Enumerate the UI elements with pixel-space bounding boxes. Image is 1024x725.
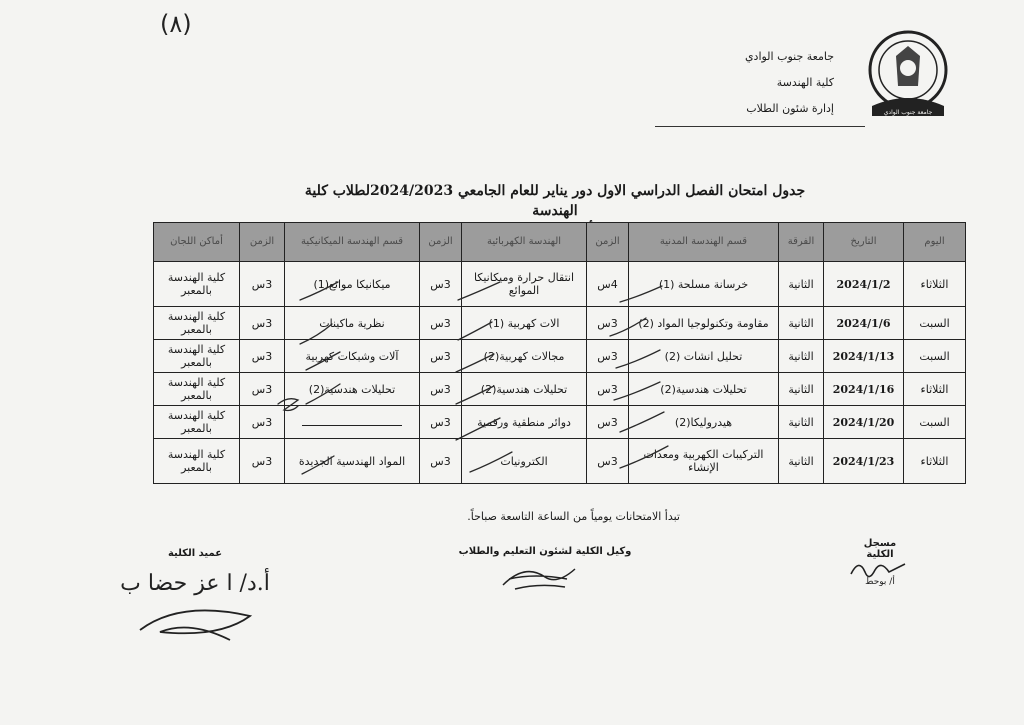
cell-mechanical: ميكانيكا موائع(1) (285, 262, 420, 307)
cell-time: 3س (420, 439, 462, 484)
table-row (154, 406, 966, 439)
header-electrical: الهندسة الكهربائية (462, 223, 587, 262)
cell-mechanical: المواد الهندسية الجديدة (285, 439, 420, 484)
university-name: جامعة جنوب الوادي (744, 50, 834, 63)
header-location: أماكن اللجان (154, 223, 240, 262)
cell-day: الثلاثاء (904, 262, 966, 307)
cell-date: 2024/1/23 (824, 439, 904, 484)
cell-civil: التركيبات الكهربية ومعدات الإنشاء (629, 439, 779, 484)
cell-time: 3س (240, 373, 285, 406)
exam-start-note: تبدأ الامتحانات يومياً من الساعة التاسعة صباحاً. (467, 510, 680, 523)
cell-time: 3س (587, 373, 629, 406)
header-time: الزمن (420, 223, 462, 262)
faculty-name: كلية الهندسة (776, 76, 834, 89)
cell-time: 3س (587, 340, 629, 373)
cell-location: كلية الهندسة بالمعبر (154, 439, 240, 484)
cell-date: 2024/1/13 (824, 340, 904, 373)
cell-date: 2024/1/16 (824, 373, 904, 406)
cell-day: السبت (904, 340, 966, 373)
dean-label: عميد الكلية (167, 548, 223, 559)
cell-year: الثانية (779, 439, 824, 484)
department-name: إدارة شئون الطلاب (746, 102, 834, 115)
cell-date: 2024/1/6 (824, 307, 904, 340)
cell-electrical: الات كهربية (1) (462, 307, 587, 340)
page-number: (٨) (160, 10, 192, 38)
svg-text:أ.د/ ا عز حضا ب: أ.د/ ا عز حضا ب (120, 571, 270, 596)
table-row (154, 340, 966, 373)
letterhead (745, 44, 834, 122)
cell-time: 3س (420, 262, 462, 307)
cell-location: كلية الهندسة بالمعبر (154, 262, 240, 307)
table-row (154, 373, 966, 406)
cell-year: الثانية (779, 406, 824, 439)
cell-electrical: انتقال حرارة وميكانيكا الموائع (462, 262, 587, 307)
cell-location: كلية الهندسة بالمعبر (154, 406, 240, 439)
university-seal-icon (862, 28, 954, 124)
cell-time: 3س (240, 340, 285, 373)
cell-day: السبت (904, 406, 966, 439)
cell-time: 3س (240, 439, 285, 484)
header-rule (655, 126, 865, 127)
cell-year: الثانية (779, 340, 824, 373)
cell-mechanical (285, 406, 420, 439)
cell-date: 2024/1/2 (824, 262, 904, 307)
cell-time: 3س (240, 307, 285, 340)
cell-time: 3س (587, 406, 629, 439)
header-day: اليوم (904, 223, 966, 262)
cell-time: 3س (420, 340, 462, 373)
blank-entry-line (302, 415, 402, 426)
cell-civil: تحليل انشات (2) (629, 340, 779, 373)
header-mechanical: قسم الهندسة الميكانيكية (285, 223, 420, 262)
cell-electrical: تحليلات هندسية(2) (462, 373, 587, 406)
cell-day: الثلاثاء (904, 373, 966, 406)
header-time: الزمن (587, 223, 629, 262)
cell-date: 2024/1/20 (824, 406, 904, 439)
dean-signature (110, 560, 280, 650)
cell-year: الثانية (779, 262, 824, 307)
svg-text:جامعة جنوب الوادي: جامعة جنوب الوادي (883, 109, 933, 116)
cell-civil: خرسانة مسلحة (1) (629, 262, 779, 307)
cell-location: كلية الهندسة بالمعبر (154, 373, 240, 406)
cell-time: 4س (587, 262, 629, 307)
cell-time: 3س (587, 439, 629, 484)
header-year: الفرقة (779, 223, 824, 262)
cell-time: 3س (420, 406, 462, 439)
cell-location: كلية الهندسة بالمعبر (154, 340, 240, 373)
header-date: التاريخ (824, 223, 904, 262)
vice-dean-label: وكيل الكلية لشئون التعليم والطلاب (458, 546, 632, 557)
cell-time: 3س (240, 262, 285, 307)
title-line-1: جدول امتحان الفصل الدراسي الاول دور يناير للعام الجامعي 2024/2023لطلاب كلية الهندسة (304, 183, 806, 219)
cell-electrical: دوائر منطقية ورقمية (462, 406, 587, 439)
header-civil: قسم الهندسة المدنية (629, 223, 779, 262)
cell-mechanical: نظرية ماكينات (285, 307, 420, 340)
cell-electrical: الكترونيات (462, 439, 587, 484)
table-header-row (154, 223, 966, 262)
exam-schedule-table (153, 222, 966, 484)
cell-civil: هيدروليكا(2) (629, 406, 779, 439)
cell-civil: مقاومة وتكنولوجيا المواد (2) (629, 307, 779, 340)
cell-mechanical: تحليلات هندسية(2) (285, 373, 420, 406)
cell-electrical: مجالات كهربية(2) (462, 340, 587, 373)
header-time: الزمن (240, 223, 285, 262)
cell-time: 3س (420, 307, 462, 340)
cell-year: الثانية (779, 373, 824, 406)
cell-day: الثلاثاء (904, 439, 966, 484)
vice-dean-signature (495, 555, 585, 595)
cell-day: السبت (904, 307, 966, 340)
registrar-signature (845, 552, 915, 586)
cell-time: 3س (587, 307, 629, 340)
cell-year: الثانية (779, 307, 824, 340)
cell-mechanical: آلات وشبكات كهربية (285, 340, 420, 373)
cell-location: كلية الهندسة بالمعبر (154, 307, 240, 340)
table-row (154, 262, 966, 307)
table-row (154, 439, 966, 484)
registrar-label: مسجل الكلية (863, 538, 897, 560)
cell-time: 3س (420, 373, 462, 406)
cell-civil: تحليلات هندسية(2) (629, 373, 779, 406)
svg-text:أ/ بوحط: أ/ بوحط (865, 577, 895, 586)
cell-time: 3س (240, 406, 285, 439)
table-row (154, 307, 966, 340)
